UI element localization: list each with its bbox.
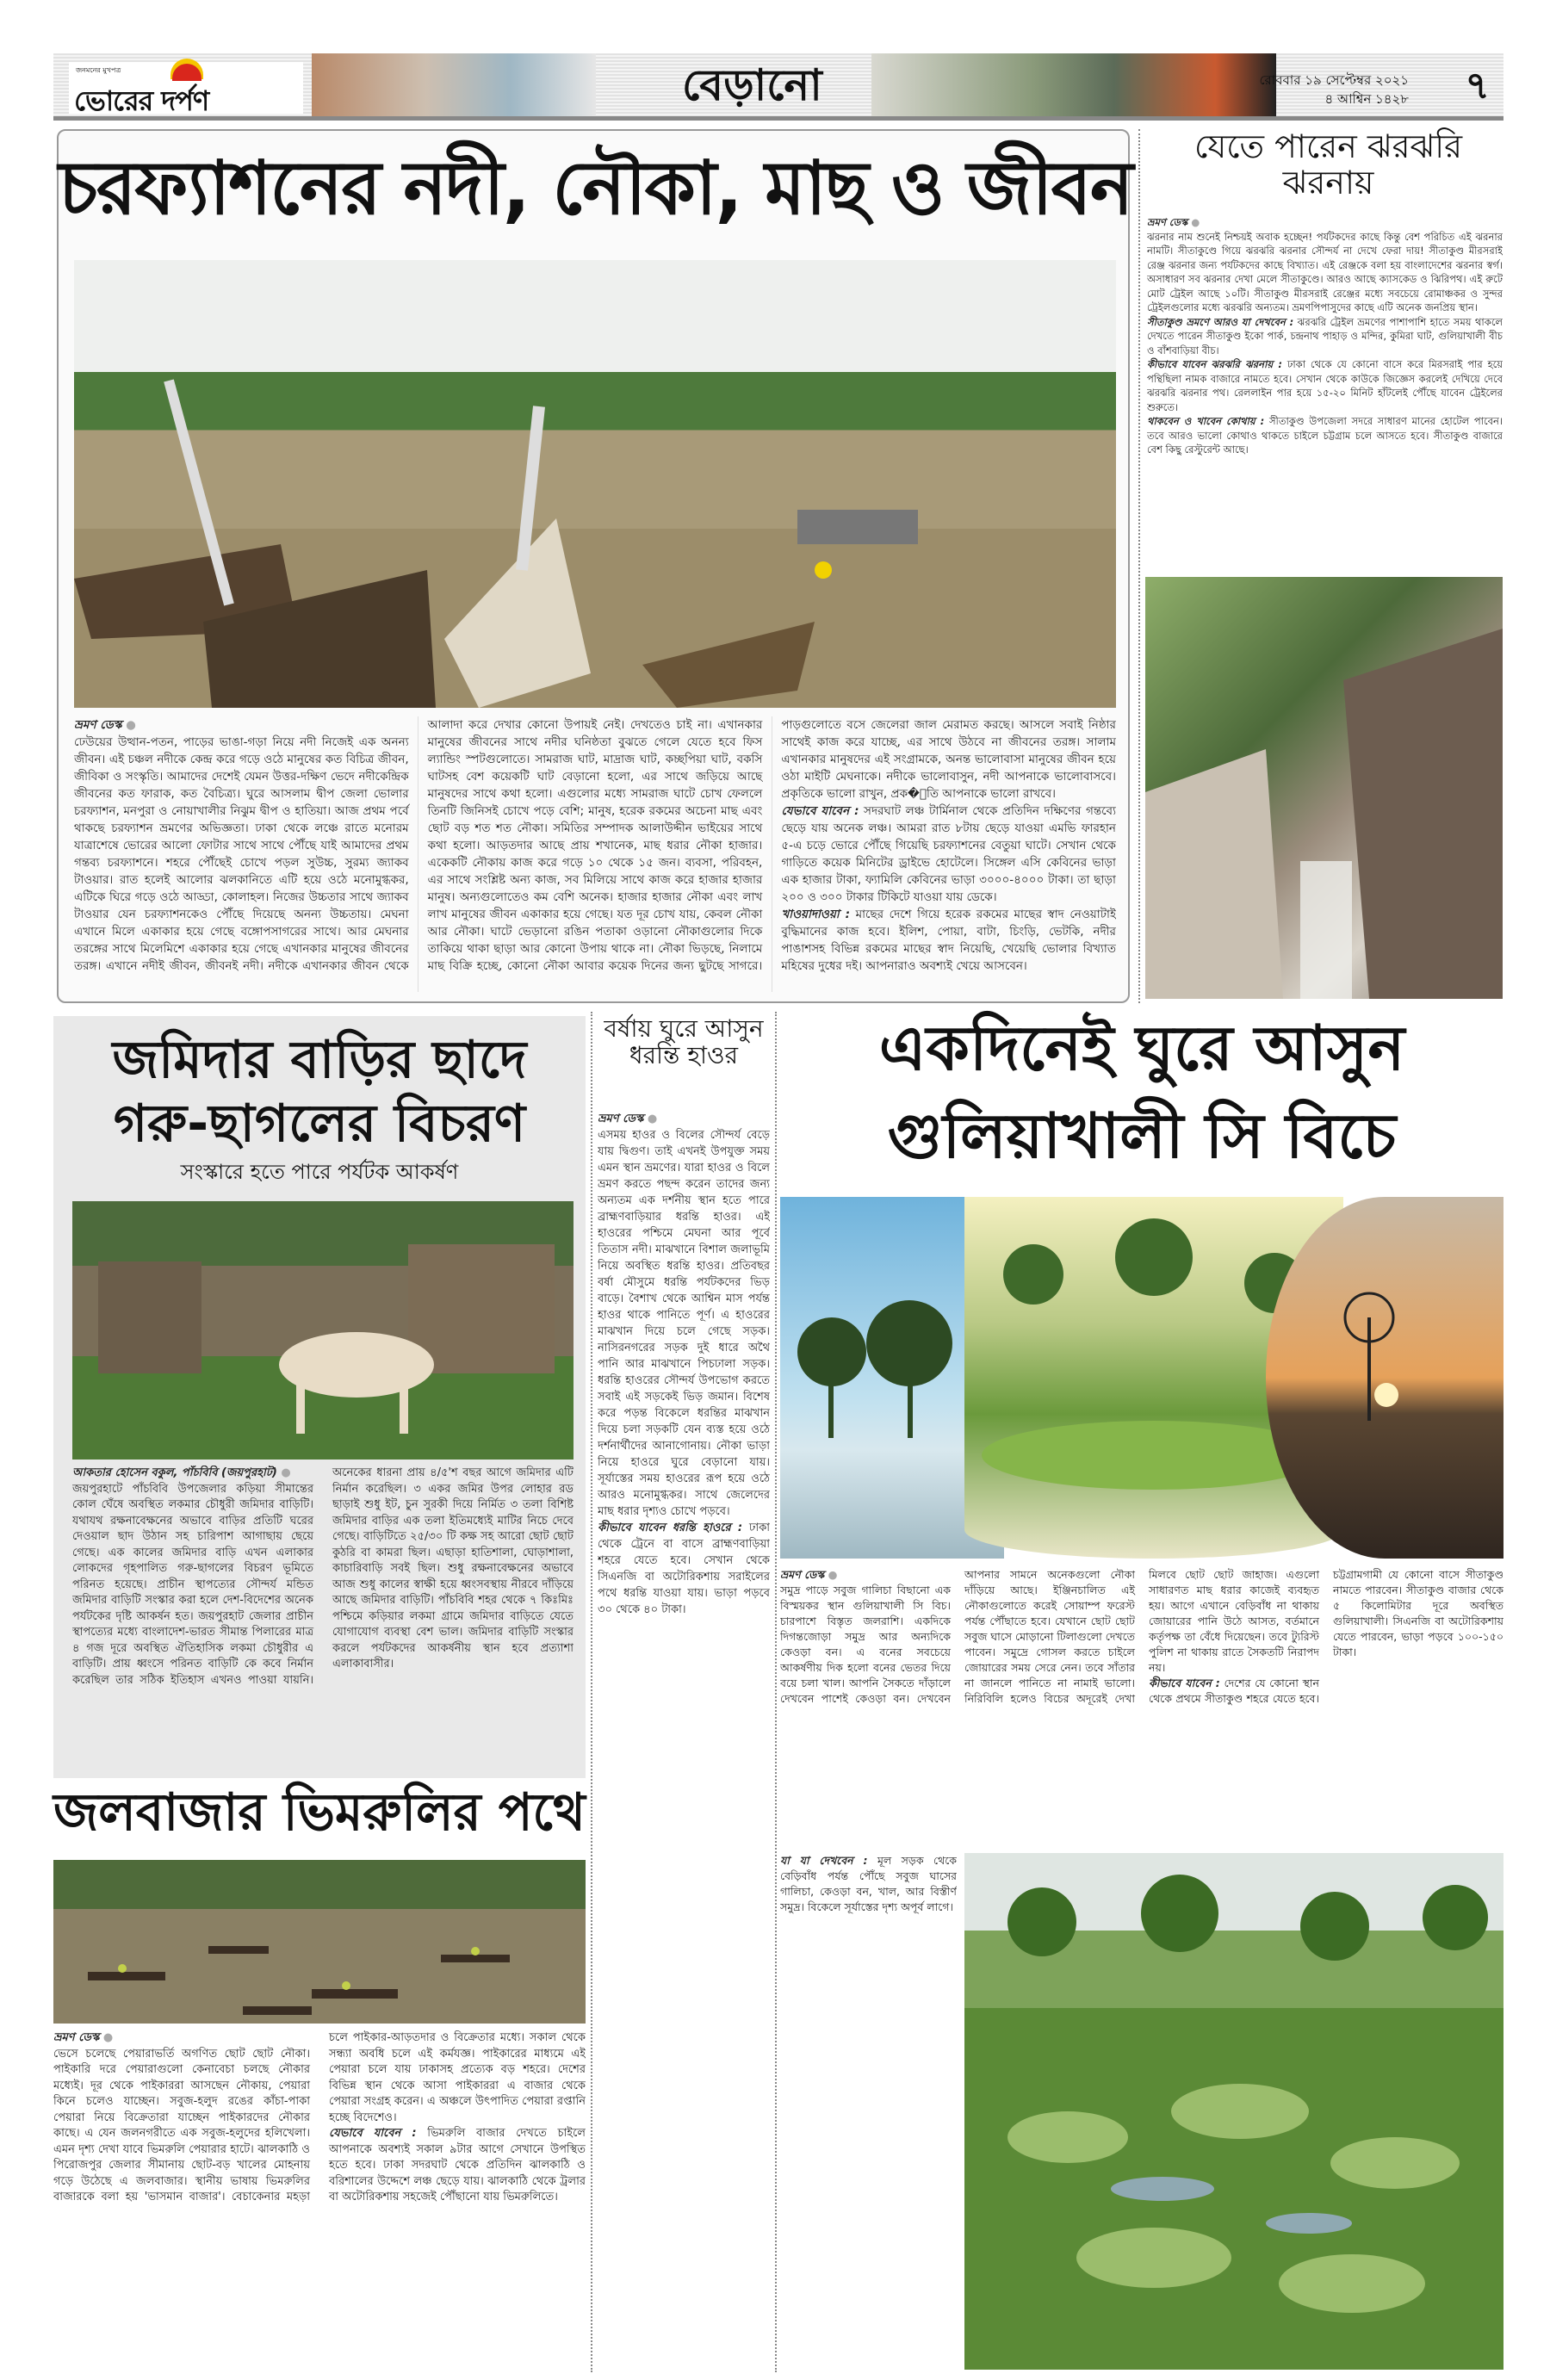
byline: ভ্রমণ ডেস্ক ● — [780, 1568, 838, 1581]
body-text: এসময় হাওর ও বিলের সৌন্দর্য বেড়ে যায় দ্বিগুণ। তাই এখনই উপযুক্ত সময় এমন স্থান ভ্রমণের। যারা হাওর ও বিলে ভ্রমণ করতে পছন্দ করেন তাদের জন্য অন্যতম এক দর্শনীয় স্থান হতে পারে ব্রাহ্মণবাড়িয়ার ধরন্তি হাওর। এই হাওরের পশ্চিমে মেঘনা আর পূর্বে তিতাস নদী। মাঝখানে বিশাল জলাভূমি নিয়ে অবস্থিত ধরন্তি হাওর। প্রতিবছর বর্ষা মৌসুমে ধরন্তি পর্যটকদের ভিড় বাড়ে। বৈশাখ থেকে আশ্বিন মাস পর্যন্ত হাওর থাকে পানিতে পূর্ণ। এ হাওরের মাঝখান দিয়ে চলে গেছে সড়ক। নাসিরনগরের সড়ক দুই ধারে অথৈ পানি আর মাঝখানে পিচঢালা সড়ক। ধরন্তি হাওরের সৌন্দর্য উপভোগ করতে সবাই এই সড়কেই ভিড় জমান। বিশেষ করে পড়ন্ত বিকেলে ধরন্তির মাঝখান দিয়ে চলা সড়কটি যেন ব্যস্ত হয়ে ওঠে দর্শনার্থীদের আনাগোনায়। নৌকা ভাড়া নিয়ে হাওরে ঘুরে বেড়ানো যায়। সূর্যাস্তের সময় হাওরের রূপ হয়ে ওঠে আরও মনোমুগ্ধকর। সাথে জেলেদের মাছ ধরার দৃশ্যও চোখে পড়বে। — [598, 1129, 770, 1518]
byline: ভ্রমণ ডেস্ক ● — [598, 1113, 657, 1125]
zamindar-headline-2: গরু-ছাগলের বিচরণ — [113, 1094, 526, 1154]
waterfall-headline: যেতে পারেন ঝরঝরি ঝরনায় — [1194, 127, 1463, 201]
cow-ruins-photo — [72, 1201, 574, 1460]
byline: আকতার হোসেন বকুল, পাঁচবিবি (জয়পুরহাট) ● — [72, 1466, 291, 1479]
zamindar-headline-1: জমিদার বাড়ির ছাদে — [112, 1030, 527, 1090]
guliakhali-headline-1: একদিনেই ঘুরে আসুন — [878, 1012, 1405, 1084]
date-gregorian: রোববার ১৯ সেপ্টেম্বর ২০২১ — [1259, 72, 1409, 88]
see-text: ঝরঝরি ট্রেইল ভ্রমণের পাশাপাশি হাতে সময় থাকলে দেখতে পারেন সীতাকুণ্ড ইকো পার্ক, চন্দ্রনাথ পাহাড় ও মন্দির, কুমিরা ঘাট, গুলিয়াখালী বীচ ও বাঁশবাড়িয়া বীচ। — [1147, 315, 1503, 356]
column-divider — [1138, 129, 1140, 1003]
how-to-go-text: ভিমরুলি বাজার দেখতে চাইলে আপনাকে অবশ্যই সকাল ৯টার আগে সেখানে উপস্থিত হতে হবে। ঢাকা সদরঘাট থেকে প্রতিদিন ঝালকাঠি ও বরিশালের উদ্দেশে লঞ্চ ছেড়ে যায়। ঝালকাঠি থেকে ট্রলার বা অটোরিকশায় সহজেই পৌঁছানো যায় ভিমরুলিতে। — [329, 2127, 586, 2203]
body-text: জয়পুরহাটে পাঁচবিবি উপজেলার কড়িয়া সীমান্তের কোল ঘেঁষে অবস্থিত লকমার চৌধুরী জমিদার বাড়িটি। যথাযথ রক্ষনাবেক্ষনের অভাবে বাড়ির প্রতিটি ঘরের দেওয়াল ছাদ উঠান সহ চারিপাশ আগাছায় ছেয়ে গেছে। এক কালের জমিদার বাড়ি এখন এলাকার লোকদের গৃহপালিত গরু-ছাগলের বিচরণ ভূমিতে পরিনত হয়েছে। প্রাচীন স্থাপত্যের সৌন্দর্য মন্ডিত জমিদার বাড়িটি সংস্কার করা হলে দেশ-বিদেশের অনেক পর্যটকের দৃষ্টি আকর্ষন হত। জয়পুরহাট জেলার প্রাচীন স্থাপত্যের মধ্যে বাংলাদেশ-ভারত সীমান্ত পিলারের মাত্র ৪ গজ দূরে অবস্থিত ঐতিহাসিক লকমা চৌধুরীর এ বাড়িটি। প্রায় ধ্বংসে পরিনত বাড়িটি কে কবে নির্মান করেছিল তার সঠিক ইতিহাস এখনও পাওয়া যায়নি। অনেকের ধারনা প্রায় ৪/৫'শ বছর আগে জমিদার এটি নির্মান করেছিল। ৩ একর জমির উপর লোহার রড ছাড়াই শুধু ইট, চুন সুরকী দিয়ে নির্মিত ৩ তলা বিশিষ্ট জমিদার বাড়ির এক তলা ইতিমধ্যেই মাটির নিচে দেবে গেছে। বাড়িটিতে ২৫/৩০ টি কক্ষ সহ আরো ছোট ছোট কুঠরি বা কামরা ছিল। এছাড়া হাতিশালা, ঘোড়াশালা, কাচারিবাড়ি সবই ছিল। শুধু রক্ষনাবেক্ষনের অভাবে আজ শুধু কালের স্বাক্ষী হয়ে ধ্বংসবস্থায় নীরবে দাঁড়িয়ে আছে জমিদার বাড়িটি। পাঁচবিবি শহর থেকে ৭ কিঃমিঃ পশ্চিমে কড়িয়ার লকমা গ্রামে জমিদার বাড়িতে যেতে যোগাযোগ ব্যবস্থা বেশ ভাল। জমিদার বাড়িটি সংস্কার করলে পর্যটকদের আকর্ষনীয় স্থান হবে প্রত্যাশা এলাকাবাসীর। — [72, 1466, 574, 1687]
byline: ভ্রমণ ডেস্ক ● — [53, 2031, 113, 2044]
haor-body — [598, 1111, 770, 2372]
guliakhali-headline-2: গুলিয়াখালী সি বিচে — [887, 1100, 1397, 1172]
paper-name: ভোরের দর্পণ — [74, 84, 209, 117]
column-divider — [775, 1012, 777, 2372]
floating-market-photo — [53, 1860, 586, 2024]
masthead — [53, 53, 1504, 121]
jalbazar-body — [53, 2030, 586, 2371]
body-text: ঢেউয়ের উত্থান-পতন, পাড়ের ভাঙা-গড়া নিয়ে নদী নিজেই এক অনন্য জীবন। এই চঞ্চল নদীকে কেন্দ্র করে গড়ে ওঠে মানুষের কত বিচিত্র জীবন, জীবিকা ও সংস্কৃতি। আমাদের দেশেই যেমন উত্তর-দক্ষিণ ভেদে নদীকেন্দ্রিক জীবনের কত ফারাক, কত বৈচিত্র্য। ঘুরে আসলাম দ্বীপ জেলা ভোলার চরফ্যাশন, মনপুরা ও নোয়াখালীর নিঝুম দ্বীপ ও হাতিয়া। আজ প্রথম পর্বে থাকছে চরফ্যাশন ভ্রমণের অভিজ্ঞতা। ঢাকা থেকে লঞ্চে রাতে মনোরম যাত্রাশেষে ভোরের আলো ফোটার সাথে সাথে পৌঁছে যাই আমাদের প্রথম গন্তব্য চরফ্যাশনে। শহরে পৌঁছেই চোখে পড়ল সুউচ্চ, সুরম্য জ্যাকব টাওয়ার। রাত হলেই আলোর ঝলকানিতে এটি হয়ে ওঠে মনোমুগ্ধকর, এটিকে ঘিরে গড়ে ওঠে আড্ডা, কোলাহল। নিজের উচ্চতার সাথে জ্যাকব টাওয়ার যেন চরফ্যাশনকেও পৌঁছে দিয়েছে অনন্য উচ্চতায়। মেঘনা এখানে মিলে একাকার হয়ে গেছে বঙ্গোপসাগরের সাথে। আর মেঘনার তরঙ্গের সাথে মিলেমিশে একাকার হয়ে গেছে এখানকার মানুষের জীবনের তরঙ্গ। এখানে নদীই জীবন, জীবনই নদী। নদীকে এখানকার জীবন থেকে আলাদা করে দেখার কোনো উপায়ই নেই। দেখতেও চাই না। এখানকার মানুষের জীবনের সাথে নদীর ঘনিষ্ঠতা বুঝতে গেলে যেতে হবে ফিস ল্যান্ডিং স্পটগুলোতে। সামরাজ ঘাট, মাদ্রাজ ঘাট, কচ্ছপিয়া ঘাট, বকসি ঘাটসহ বেশ কয়েকটি ঘাট বেড়ানো হলো, এর সাথে জড়িয়ে আছে মানুষদের সাথে কথা হলো। এগুলোর মধ্যে সামরাজ ঘাটে চোখ ফেললে তিনটি জিনিসই চোখে পড়ে বেশি; মানুষ, হরেক রকমের অচেনা মাছ এবং ছোট বড় শত শত নৌকা। সমিতির সম্পাদক আলাউদ্দীন ভাইয়ের সাথে কথা হলো। আড়তদার আছে প্রায় শখানেক, মাছ ধরার নৌকা হাজার। একেকটি নৌকায় কাজ করে গড়ে ১০ থেকে ১৫ জন। ব্যবসা, পরিবহন, এর সাথে সংশ্লিষ্ট অন্য কাজ, সব মিলিয়ে সাথে কাজ করে হাজার হাজার মানুষ। অন্যগুলোতেও কম বেশি অনেক। হাজার হাজার নৌকা এবং লাখ লাখ মানুষের জীবন একাকার হয়ে গেছে। যত দূর চোখ যায়, কেবল নৌকা আর নৌকা। ঘাটে ভেড়ানো রঙিন পতাকা ওড়ানো নৌকাগুলোর দিকে তাকিয়ে থাকা ছাড়া আর কোনো উপায় থাকে না। নৌকা ভিড়ছে, নিলামে মাছ বিক্রি হচ্ছে, কোনো নৌকা আবার কয়েক দিনের জন্য ছুটছে সাগরে। পাড়গুলোতে বসে জেলেরা জাল মেরামত করছে। আসলে সবাই নিষ্ঠার সাথেই কাজ করে যাচ্ছে, এর সাথে উঠবে না জীবনের তরঙ্গ। সালাম এখানকার মানুষদের এই সংগ্রামকে, অনন্ত ভালোবাসা মানুষের জীবন হয়ে ওঠা মাইটি মেঘনাকে। নদীকে ভালোবাসুন, নদী আপনাকে ভালোবাসবে। প্রকৃতিকে ভালো রাখুন, প্রক�ৃতি আপনাকে ভালো রাখবে। — [74, 718, 1116, 973]
date-bengali: ৪ আশ্বিন ১৪২৮ — [1324, 91, 1409, 107]
stay-text: সীতাকুণ্ড উপজেলা সদরে সাধারণ মানের হোটেল পাবেন। তবে আরও ভালো কোথাও থাকতে চাইলে চট্টগ্রাম চলে আসতে হবে। সীতাকুণ্ড বাজারে বেশ কিছু রেস্টুরেন্ট আছে। — [1147, 415, 1503, 456]
subhead-stay: থাকবেন ও খাবেন কোথায় : — [1147, 415, 1265, 427]
subhead-food: খাওয়াদাওয়া : — [781, 908, 851, 921]
column-divider — [591, 1012, 592, 2372]
sun-logo-icon — [172, 64, 202, 81]
byline: ভ্রমণ ডেস্ক ● — [1147, 216, 1200, 228]
zamindar-body — [72, 1466, 574, 1767]
guliakhali-body — [780, 1567, 1504, 1851]
subhead-how-to-go: যেভাবে যাবেন : — [781, 804, 859, 818]
haor-headline: বর্ষায় ঘুরে আসুন ধরন্তি হাওর — [604, 1014, 764, 1069]
body-text: ঝরনার নাম শুনেই নিশ্চয়ই অবাক হচ্ছেন! পর্যটকদের কাছে কিন্তু বেশ পরিচিত এই ঝরনার নামটি। সীতাকুণ্ডে গিয়ে ঝরঝরি ঝরনার সৌন্দর্য না দেখে ফেরা দায়! সীতাকুণ্ড মীরসরাই রেঞ্জ ঝরনার জন্য পর্যটকদের কাছে বিখ্যাত। এই রেঞ্জকে বলা হয় বাংলাদেশের ঝরনার স্বর্গ। অসাধারণ সব ঝরনার দেখা মেলে সীতাকুণ্ডে। আরও আছে ক্যাসকেড ও ঝিরিপথ। এই রুটে মোট ট্রেইল আছে ১০টি। সীতাকুণ্ড মীরসরাই রেঞ্জের মধ্যে সবচেয়ে রোমাঞ্চকর ও সুন্দর ট্রেইলগুলোর মধ্যে ঝরঝরি অন্যতম। ভ্রমণপিপাসুদের কাছে এটি অনেক জনপ্রিয় স্থান। — [1147, 230, 1503, 313]
body-text: ভেসে চলেছে পেয়ারাভর্তি অগণিত ছোট ছোট নৌকা। পাইকারি দরে পেয়ারাগুলো কেনাবেচা চলছে নৌকার মধ্যেই। দূর থেকে পাইকাররা আসছেন নৌকায়, পেয়ারা কিনে চলেও যাচ্ছেন। সবুজ-হলুদ রঙের কাঁচা-পাকা পেয়ারা নিয়ে বিক্রেতারা যাচ্ছেন পাইকারদের নৌকার কাছে। এ যেন জলনগরীতে এক সবুজ-হলুদের হলিখেলা। এমন দৃশ্য দেখা যাবে ভিমরুলি পেয়ারার হাটে। ঝালকাঠি ও পিরোজপুর জেলার সীমানায় ছোট-বড় খালের মোহনায় গড়ে উঠেছে এ জলবাজার। স্থানীয় ভাষায় ভিমরুলির বাজারকে বলা হয় 'ভাসমান বাজার'। বেচাকেনার মহড়া চলে পাইকার-আড়তদার ও বিক্রেতার মধ্যে। সকাল থেকে সন্ধ্যা অবধি চলে এই কর্মযজ্ঞ। পাইকারের মাধ্যমে এই পেয়ারা চলে যায় ঢাকাসহ প্রত্যেক বড় শহরে। দেশের বিভিন্ন স্থান থেকে আসা পাইকাররা এ বাজার থেকে পেয়ারা সংগ্রহ করেন। এ অঞ্চলে উৎপাদিত পেয়ারা রপ্তানি হচ্ছে বিদেশেও। — [53, 2031, 586, 2203]
zamindar-story — [53, 1016, 586, 1778]
waterfall-photo — [1145, 577, 1503, 999]
body-text: সমুদ্র পাড়ে সবুজ গালিচা বিছানো এক বিস্ময়কর স্থান গুলিয়াখালী সি বিচ। চারপাশে বিস্তৃত জলরাশি। একদিকে দিগন্তজোড়া সমুদ্র আর অন্যদিকে কেওড়া বন। এ বনের সবচেয়ে আকর্ষণীয় দিক হলো বনের ভেতর দিয়ে বয়ে চলা খাল। আপনি সৈকতে দাঁড়ালে দেখবেন পাশেই কেওড়া বন। দেখবেন আপনার সামনে অনেকগুলো নৌকা দাঁড়িয়ে আছে। ইঞ্জিনচালিত এই নৌকাগুলোতে করেই সোয়াম্প ফরেস্ট পর্যন্ত পৌঁছাতে হবে। যেখানে ছোট ছোট সবুজ ঘাসে মোড়ানো টিলাগুলো দেখতে পাবেন। সমুদ্রে গোসল করতে চাইলে জোয়ারের সময় সেরে নেন। তবে সাঁতার না জানলে পানিতে না নামাই ভালো। নিরিবিলি হলেও বিচের অদূরেই দেখা মিলবে ছোট ছোট জাহাজ। এগুলো সাধারণত মাছ ধরার কাজেই ব্যবহৃত হয়। আগে এখানে বেড়িবাঁধ না থাকায় জোয়ারের পানি উঠে আসত, বর্তমানে কর্তৃপক্ষ তা বেঁধে দিয়েছেন। তবে ট্যুরিস্ট পুলিশ না থাকায় রাতে সৈকতটি নিরাপদ নয়। — [780, 1568, 1319, 1705]
food-text: মাছের দেশে গিয়ে হরেক রকমের মাছের স্বাদ নেওয়াটাই বুদ্ধিমানের কাজ হবে। ইলিশ, পোয়া, বাটা, চিংড়ি, ভেটকি, নদীর পাঙাশসহ বিভিন্ন রকমের মাছের স্বাদ নিয়েছি, খেয়েছি ভোলার বিখ্যাত মহিষের দুধের দই। আপনারাও অবশ্যই খেয়ে আসবেন। — [781, 908, 1116, 973]
subhead-how-to-go: কীভাবে যাবেন : — [1149, 1677, 1220, 1689]
how-to-go-text: ঢাকা থেকে ট্রেনে বা বাসে ব্রাহ্মণবাড়িয়া শহরে যেতে হবে। সেখান থেকে সিএনজি বা অটোরিকশায় সরাইলের পথে ধরন্তি যাওয়া যায়। ভাড়া পড়বে ৩০ থেকে ৪০ টাকা। — [598, 1522, 770, 1616]
page-number: ৭ — [1465, 64, 1490, 108]
subhead-how-to-go: যেভাবে যাবেন : — [329, 2127, 417, 2140]
subhead-see: সীতাকুণ্ড ভ্রমণে আরও যা দেখবেন : — [1147, 315, 1294, 328]
guliakhali-body-continued — [780, 1853, 957, 2370]
subhead-see: যা যা দেখবেন : — [780, 1854, 868, 1867]
see-text: মূল সড়ক থেকে বেড়িবাঁধ পর্যন্ত পৌঁছে সবুজ ঘাসের গালিচা, কেওড়া বন, খাল, আর বিস্তীর্ণ সমুদ্র। বিকেলে সূর্যাস্তের দৃশ্য অপূর্ব লাগে। — [780, 1854, 957, 1913]
subhead-how-to-go: কীভাবে যাবেন ঝরঝরি ঝরনায় : — [1147, 358, 1282, 370]
how-to-go-text: ঢাকা থেকে যে কোনো বাসে করে মিরসরাই পার হয়ে পন্থিছিলা নামক বাজারে নামতে হবে। সেখান থেকে কাউকে জিজ্ঞেস করলেই দেখিয়ে দেবে ঝরঝরি ঝরনার পথ। রেললাইন পার হয়ে ১৫-২০ মিনিট হাঁটলেই পৌঁছে যাবেন ট্রেইলের শুরুতে। — [1147, 358, 1503, 413]
zamindar-subheadline: সংস্কারে হতে পারে পর্যটক আকর্ষণ — [180, 1160, 459, 1184]
section-title: বেড়ানো — [682, 60, 822, 110]
main-headline: চরফ্যাশনের নদী, নৌকা, মাছ ও জীবন — [59, 146, 1132, 232]
waterfall-body — [1147, 215, 1503, 570]
masthead-photo-left — [312, 53, 596, 116]
subhead-how-to-go: কীভাবে যাবেন ধরন্তি হাওরে : — [598, 1522, 743, 1534]
tagline: জনমনের মুখপত্র — [76, 66, 121, 74]
masthead-photo-right — [871, 53, 1276, 116]
how-to-go-text: সদরঘাট লঞ্চ টার্মিনাল থেকে প্রতিদিন দক্ষিণের গন্তব্যে ছেড়ে যায় অনেক লঞ্চ। আমরা রাত ৮টায় ছেড়ে যাওয়া এমভি ফারহান ৫-এ চড়ে ভোরে পৌঁছে গিয়েছি চরফ্যাশনের বেতুয়া ঘাটে। সেখান থেকে গাড়িতে কয়েক মিনিটের ড্রাইভে হোটেলে। সিঙ্গেল এসি কেবিনের ভাড়া এক হাজার টাকা, ফ্যামিলি কেবিনের ভাড়া ৩০০০-৪০০০ টাকা। তা ছাড়া ২০০ ও ৩০০ টাকার টিকিটে যাওয়া যায় ডেকে। — [781, 804, 1116, 904]
newspaper-logo[interactable] — [69, 62, 303, 117]
main-story — [57, 129, 1130, 1003]
byline: ভ্রমণ ডেস্ক ● — [74, 718, 136, 732]
jalbazar-headline: জলবাজার ভিমরুলির পথে — [53, 1782, 586, 1843]
boats-photo — [74, 260, 1116, 708]
how-to-go-text: দেশের যে কোনো স্থান থেকে প্রথমে সীতাকুণ্ড শহরে যেতে হবে। চট্টগ্রামগামী যে কোনো বাসে সীতাকুণ্ড নামতে পারবেন। সীতাকুণ্ড বাজার থেকে ৫ কিলোমিটার দূরে অবস্থিত গুলিয়াখালী। সিএনজি বা অটোরিকশায় যেতে পারবেন, ভাড়া পড়বে ১০০-১৫০ টাকা। — [1149, 1568, 1504, 1705]
main-story-body — [74, 716, 1116, 992]
mangrove-photo — [964, 1853, 1504, 2370]
boats-illustration — [74, 260, 1116, 708]
sunset-photo — [1266, 1197, 1504, 1559]
